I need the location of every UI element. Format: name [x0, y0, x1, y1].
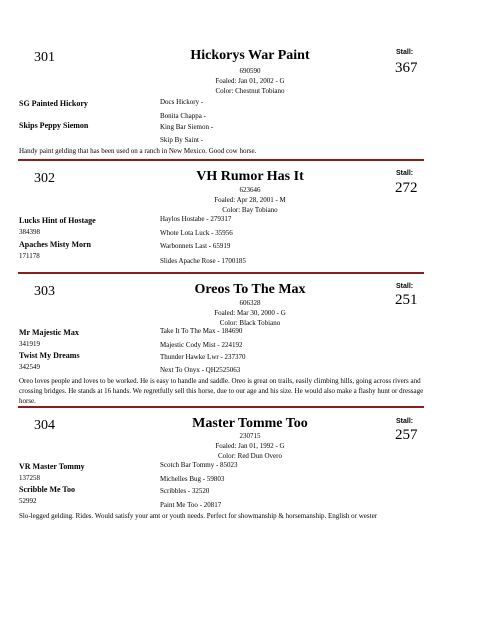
- sire-registration: 137258: [19, 474, 40, 482]
- divider: [18, 272, 424, 274]
- dam-name: Skips Peppy Siemon: [19, 121, 89, 130]
- pedigree-dam-sire: Thunder Hawke Lwr - 237370: [160, 353, 246, 361]
- registration-number: 690590: [239, 67, 261, 75]
- foaled-date: Foaled: Apr 28, 2001 - M: [214, 196, 286, 204]
- dam-registration: 171178: [19, 252, 40, 260]
- lot-number: 303: [34, 284, 55, 299]
- pedigree-dam-dam: Paint Me Too - 20817: [160, 501, 222, 509]
- pedigree-dam-sire: Warbonnets Last - 65919: [160, 242, 231, 250]
- foaled-date: Foaled: Jan 01, 1992 - G: [215, 442, 285, 450]
- dam-name: Apaches Misty Morn: [19, 240, 91, 249]
- sire-name: Mr Majestic Max: [19, 328, 79, 337]
- horse-name: Oreos To The Max: [194, 282, 306, 297]
- pedigree-dam-sire: King Bar Siemon -: [160, 123, 214, 131]
- sire-name: SG Painted Hickory: [19, 99, 88, 108]
- foaled-date: Foaled: Jan 01, 2002 - G: [215, 77, 285, 85]
- pedigree-sire-sire: Haylos Hostabe - 279317: [160, 215, 232, 223]
- pedigree-dam-dam: Slides Apache Rose - 1700185: [160, 257, 246, 265]
- sire-registration: 341919: [19, 340, 40, 348]
- pedigree-sire-dam: Majestic Cody Mist - 224192: [160, 341, 243, 349]
- horse-description: Slo-legged gelding. Rides. Would satisfy your amt or youth needs. Perfect for showmanship & horsemanship. English or wester: [19, 512, 378, 520]
- horse-color: Color: Bay Tobiano: [222, 206, 278, 214]
- pedigree-sire-sire: Scotch Bar Tommy - 85023: [160, 461, 238, 469]
- dam-name: Twist My Dreams: [19, 351, 80, 360]
- sire-name: Lucks Hint of Hostage: [19, 216, 96, 225]
- pedigree-dam-dam: Next To Onyx - QH2525063: [160, 366, 241, 374]
- pedigree-sire-sire: Take It To The Max - 184690: [160, 327, 243, 335]
- horse-name: Hickorys War Paint: [190, 48, 310, 63]
- horse-color: Color: Red Dun Overo: [218, 452, 282, 460]
- sire-name: VR Master Tommy: [19, 462, 85, 471]
- stall-label: Stall:: [396, 283, 414, 290]
- pedigree-dam-dam: Skip By Saint -: [160, 136, 203, 144]
- pedigree-dam-sire: Scribbles - 32520: [160, 487, 210, 495]
- pedigree-sire-dam: Michelles Bug - 59803: [160, 475, 225, 483]
- horse-color: Color: Black Tobiano: [219, 319, 281, 327]
- pedigree-sire-dam: Whote Lota Luck - 35956: [160, 229, 233, 237]
- stall-number: 251: [395, 292, 418, 308]
- stall-number: 257: [395, 427, 418, 443]
- foaled-date: Foaled: Mar 30, 2000 - G: [214, 309, 286, 317]
- horse-color: Color: Chestnut Tobiano: [215, 87, 285, 95]
- lot-number: 301: [34, 50, 55, 65]
- pedigree-sire-sire: Docs Hickory -: [160, 98, 204, 106]
- horse-description: Handy paint gelding that has been used on a ranch in New Mexico. Good cow horse.: [19, 147, 257, 155]
- dam-registration: 52992: [19, 497, 37, 505]
- registration-number: 230715: [239, 432, 261, 440]
- horse-name: Master Tomme Too: [192, 416, 308, 431]
- registration-number: 623646: [239, 186, 261, 194]
- horse-description: Oreo loves people and loves to be worked. He is easy to handle and saddle. Oreo is great on trails, easily climbing hills, going across rivers and crossing bridges. He stands at 16 hands. We regretfully sell this horse, due to our age and his size. He would also make a flashy hunt or dressage horse.: [19, 377, 424, 405]
- sire-registration: 384398: [19, 228, 40, 236]
- stall-label: Stall:: [396, 170, 414, 177]
- dam-name: Scribble Me Too: [19, 485, 76, 494]
- divider: [18, 406, 424, 408]
- divider: [18, 159, 424, 161]
- registration-number: 606328: [239, 299, 261, 307]
- dam-registration: 342549: [19, 363, 40, 371]
- stall-label: Stall:: [396, 418, 414, 425]
- lot-number: 302: [34, 171, 55, 186]
- pedigree-sire-dam: Bonita Chappa -: [160, 112, 206, 120]
- lot-number: 304: [34, 418, 55, 433]
- stall-label: Stall:: [396, 49, 414, 56]
- horse-name: VH Rumor Has It: [196, 169, 304, 184]
- stall-number: 367: [395, 60, 418, 76]
- stall-number: 272: [395, 180, 418, 196]
